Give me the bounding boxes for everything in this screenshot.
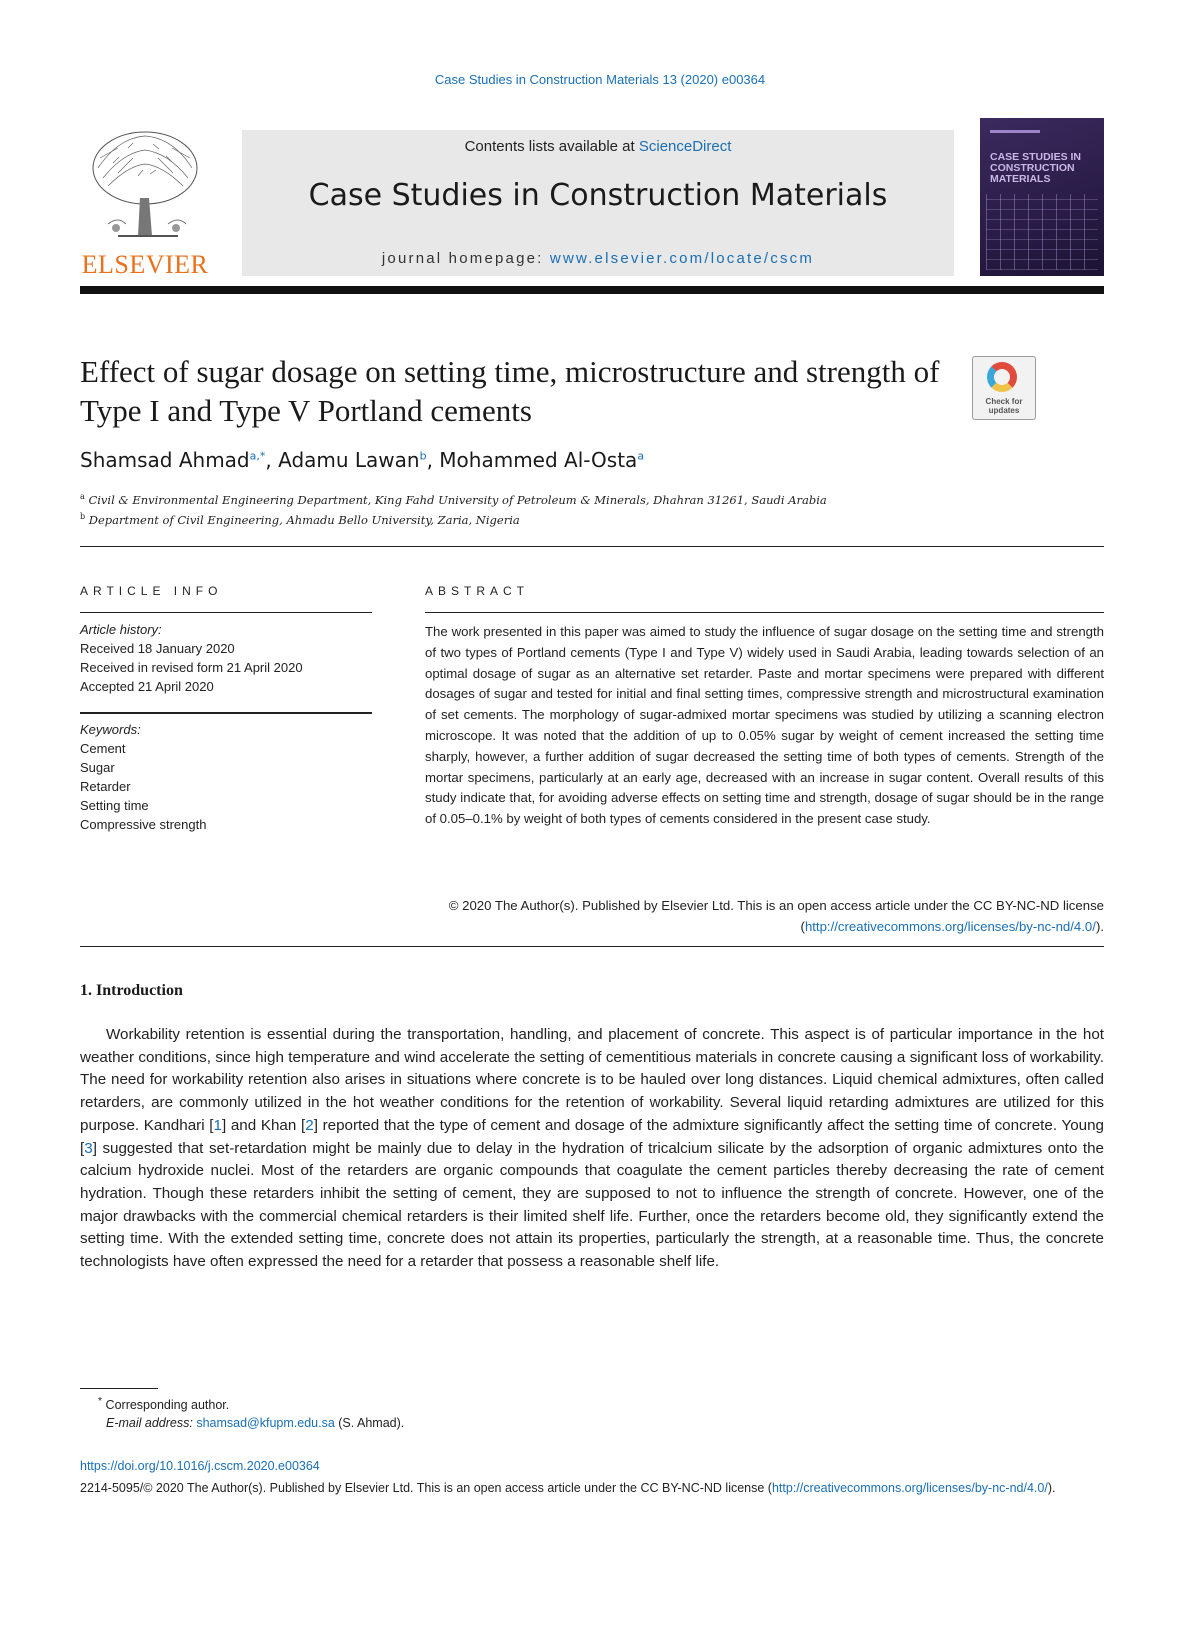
affiliation-divider	[80, 546, 1104, 547]
intro-text: Workability retention is essential during the transportation, handling, and placement of concrete. This aspect is of particular importance in the hot weather conditions, since high temperature and wind accelerate the setting of cementitious materials in concrete causing a significant loss of workability. The need for workability retention also arises in situations where concrete is to be hauled over long distances. Liquid chemical admixtures, often called retarders, are commonly utilized in the hot weather conditions for the retention of workability. Several liquid retarding admixtures are utilized for this purpose. Kandhari [	[80, 1026, 1104, 1134]
cover-accent-bar	[990, 130, 1040, 133]
license-link[interactable]: http://creativecommons.org/licenses/by-nc-nd/4.0/	[771, 1481, 1048, 1495]
journal-header-box	[242, 130, 954, 276]
affiliation-mark: a	[80, 492, 85, 501]
reference-link[interactable]: 3	[84, 1139, 93, 1157]
article-info-divider	[80, 612, 372, 613]
intro-text: ] suggested that set-retardation might be mainly due to delay in the hydration of tricalcium silicate by the adsorption of organic admixtures onto the calcium hydroxide nuclei. Most of the retarders are organic compounds that coagulate the cement particles thereby decreasing the rate of cement hydration. Though these retarders inhibit the setting of cement, they are supposed to not to influence the strength of concrete. However, one of the major drawbacks with the commercial chemical retarders is their limited shelf life. Further, once the retarders become old, they significantly extend the setting time. With the extended setting time, concrete does not attain its properties, particularly the strength, at a reasonable time. Thus, the concrete technologists have often expressed the need for a retarder that possess a reasonable shelf life.	[80, 1139, 1104, 1271]
contents-prefix: Contents lists available at	[464, 138, 639, 155]
affiliation-mark: b	[80, 512, 86, 521]
bottom-license	[80, 1479, 1104, 1498]
copyright-suffix: ).	[1095, 918, 1104, 934]
abstract-divider	[425, 612, 1104, 613]
author-name[interactable]: Adamu Lawan	[278, 448, 420, 472]
keyword: Retarder	[80, 779, 131, 794]
license-link[interactable]: http://creativecommons.org/licenses/by-nc-nd/4.0/	[804, 918, 1096, 934]
keyword: Setting time	[80, 798, 149, 813]
check-for-updates-button[interactable]	[972, 356, 1036, 420]
author-list	[80, 448, 644, 472]
journal-citation[interactable]: Case Studies in Construction Materials 13 (2020) e00364	[434, 72, 766, 87]
elsevier-tree-icon	[88, 128, 202, 244]
abstract-heading: ABSTRACT	[425, 584, 530, 598]
journal-homepage-line	[242, 250, 954, 267]
affiliation-text: Department of Civil Engineering, Ahmadu Bello University, Zaria, Nigeria	[88, 512, 520, 527]
license-suffix: ).	[1047, 1481, 1056, 1495]
author-name[interactable]: Mohammed Al-Osta	[439, 448, 638, 472]
keyword: Sugar	[80, 760, 115, 775]
footnote-mark: *	[98, 1396, 103, 1407]
email-note	[106, 1416, 404, 1430]
history-entry: Received in revised form 21 April 2020	[80, 660, 303, 675]
affiliation-text: Civil & Environmental Engineering Department, King Fahd University of Petroleum & Minerals, Dhahran 31261, Saudi Arabia	[88, 492, 827, 507]
corresponding-author-note	[98, 1396, 229, 1412]
history-entry: Accepted 21 April 2020	[80, 679, 214, 694]
footnote-divider	[80, 1388, 158, 1389]
reference-link[interactable]: 2	[305, 1116, 314, 1134]
journal-title: Case Studies in Construction Materials	[308, 178, 888, 213]
author-name[interactable]: Shamsad Ahmad	[80, 448, 250, 472]
abstract-text: The work presented in this paper was aimed to study the influence of sugar dosage on the setting time and strength of two types of Portland cements (Type I and Type V) widely used in Saudi Arabia, leading towards selection of an optimal dosage of sugar as an alternative set retarder. Paste and mortar specimens were prepared with different dosages of sugar and tested for initial and final setting times, compressive strength and microstructural examination of set cements. The morphology of sugar-admixed mortar specimens was studied by utilizing a scanning electron microscope. It was noted that the addition of up to 0.05% sugar by weight of cement increased the setting time sharply, however, a further addition of sugar decreased the setting time of both types of cements. Strength of the mortar specimens, particularly at an early age, decreased with an increase in sugar content. Overall results of this study indicate that, for avoiding adverse effects on setting time and strength, dosage of sugar should be in the range of 0.05–0.1% by weight of both types of cements considered in the present case study.	[425, 624, 1104, 827]
journal-cover-image	[980, 118, 1104, 276]
author-affil-mark[interactable]: a,*	[249, 449, 266, 463]
email-link[interactable]: shamsad@kfupm.edu.sa	[196, 1416, 335, 1430]
keywords-list	[80, 720, 206, 834]
abstract-copyright	[425, 896, 1104, 938]
intro-text: ] and Khan [	[221, 1116, 306, 1134]
doi-link[interactable]: https://doi.org/10.1016/j.cscm.2020.e00364	[80, 1459, 320, 1473]
section-divider	[80, 946, 1104, 947]
cover-title: CASE STUDIES IN CONSTRUCTION MATERIALS	[990, 151, 1082, 185]
introduction-paragraph	[80, 1024, 1104, 1274]
keyword: Cement	[80, 741, 126, 756]
keywords-divider	[80, 712, 372, 714]
article-history	[80, 620, 303, 696]
author-affil-mark[interactable]: a	[637, 449, 645, 463]
reference-link[interactable]: 1	[213, 1116, 222, 1134]
article-info-heading: ARTICLE INFO	[80, 584, 223, 598]
elsevier-wordmark: ELSEVIER	[81, 250, 209, 279]
journal-homepage-link[interactable]: www.elsevier.com/locate/cscm	[549, 250, 815, 267]
keyword: Compressive strength	[80, 817, 207, 832]
cover-pattern	[986, 194, 1098, 270]
paper-title: Effect of sugar dosage on setting time, microstructure and strength of Type I and Type V Portland cements	[80, 354, 940, 428]
copyright-prefix: © 2020 The Author(s). Published by Elsevier Ltd. This is an open access article under the CC BY-NC-ND license (	[448, 898, 1104, 934]
check-updates-label: Check for updates	[985, 397, 1023, 415]
email-suffix: (S. Ahmad).	[334, 1416, 405, 1430]
author-separator: ,	[426, 448, 440, 472]
keywords-label: Keywords:	[80, 722, 141, 737]
corresponding-label: Corresponding author.	[105, 1398, 230, 1413]
elsevier-logo	[80, 128, 210, 279]
affiliation	[80, 512, 520, 527]
history-entry: Received 18 January 2020	[80, 641, 235, 656]
contents-line	[242, 138, 954, 155]
author-affil-mark[interactable]: b	[419, 449, 427, 463]
intro-text: ] reported that the type of cement and dosage of the admixture significantly affect the setting time of concrete. Young [	[80, 1116, 1104, 1157]
homepage-prefix: journal homepage:	[381, 250, 550, 267]
article-history-label: Article history:	[80, 622, 162, 637]
author-separator: ,	[265, 448, 279, 472]
license-prefix: 2214-5095/© 2020 The Author(s). Published by Elsevier Ltd. This is an open access article under the CC BY-NC-ND license (	[80, 1481, 772, 1495]
header-divider	[80, 286, 1104, 294]
introduction-heading: 1. Introduction	[80, 982, 183, 999]
affiliation	[80, 492, 827, 507]
check-updates-icon	[987, 362, 1017, 392]
sciencedirect-link[interactable]: ScienceDirect	[638, 138, 732, 155]
email-label: E-mail address:	[106, 1416, 193, 1430]
